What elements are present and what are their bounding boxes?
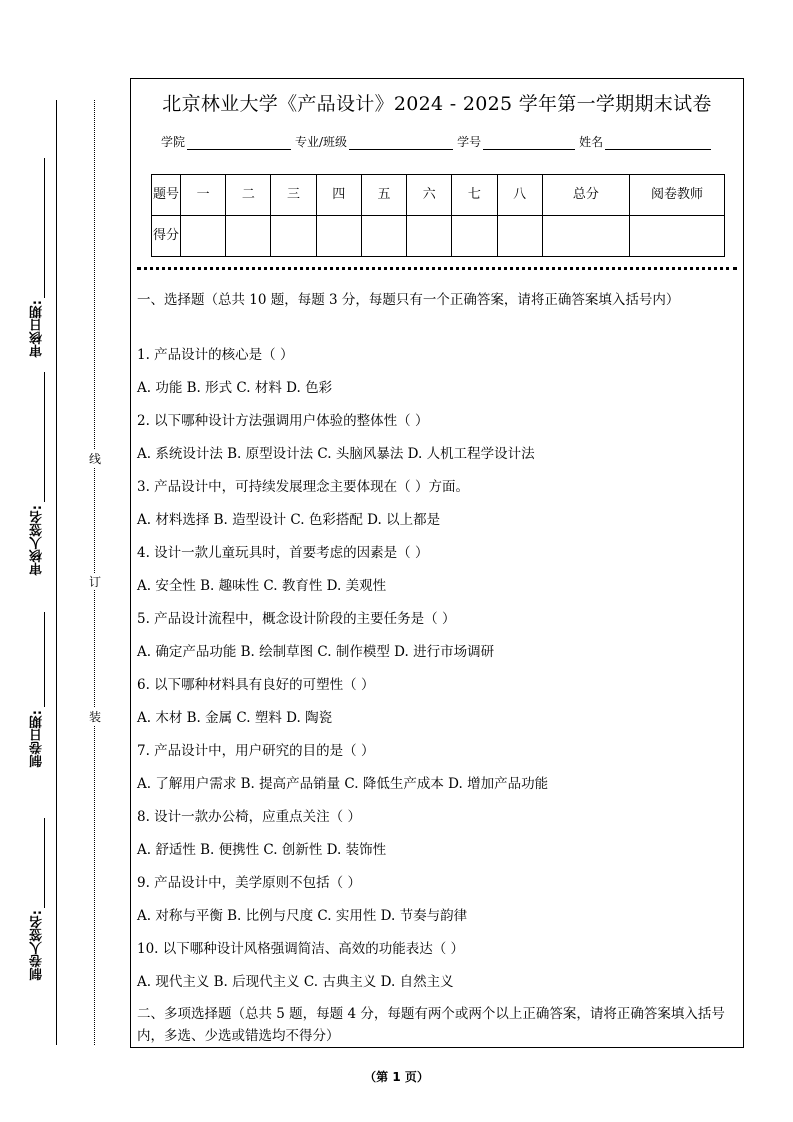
question-5: 5. 产品设计流程中，概念设计阶段的主要任务是（ ） (137, 611, 456, 627)
score-col-3: 三 (271, 175, 316, 216)
options-3: A. 材料选择 B. 造型设计 C. 色彩搭配 D. 以上都是 (137, 512, 441, 528)
options-10: A. 现代主义 B. 后现代主义 C. 古典主义 D. 自然主义 (137, 974, 454, 990)
field-college-input[interactable] (187, 135, 291, 150)
score-col-5: 五 (361, 175, 406, 216)
field-name-label: 姓名 (579, 135, 604, 149)
options-5: A. 确定产品功能 B. 绘制草图 C. 制作模型 D. 进行市场调研 (137, 644, 495, 660)
margin-mark-bind: 订 (89, 575, 102, 589)
score-table-header-row (152, 175, 725, 216)
margin-solid-line (56, 100, 57, 1045)
score-col-grader: 阅卷教师 (630, 175, 725, 216)
score-col-2: 二 (226, 175, 271, 216)
section2-heading: 二、多项选择题（总共 5 题，每题 4 分，每题有两个或两个以上正确答案，请将正确答案填入括号内，多选、少选或错选均不得分） (137, 1006, 725, 1044)
score-col-6: 六 (407, 175, 452, 216)
margin-mark-line: 线 (89, 452, 102, 466)
question-1: 1. 产品设计的核心是（ ） (137, 347, 294, 363)
score-head-label: 题号 (152, 175, 181, 216)
score-col-4: 四 (316, 175, 361, 216)
field-id-label: 学号 (457, 135, 482, 149)
question-8: 8. 设计一款办公椅，应重点关注（ ） (137, 809, 361, 825)
score-row-label: 得分 (152, 216, 181, 257)
margin-mark-seal: 装 (89, 710, 102, 724)
question-7: 7. 产品设计中，用户研究的目的是（ ） (137, 743, 375, 759)
options-7: A. 了解用户需求 B. 提高产品销量 C. 降低生产成本 D. 增加产品功能 (137, 776, 549, 792)
student-info-row (161, 133, 715, 150)
field-name-input[interactable] (605, 135, 711, 150)
score-cell[interactable] (497, 216, 542, 257)
maker-sign-label: 制卷人签名: (30, 910, 45, 981)
score-col-8: 八 (497, 175, 542, 216)
score-cell[interactable] (361, 216, 406, 257)
score-cell[interactable] (407, 216, 452, 257)
score-table-score-row (152, 216, 725, 257)
score-cell[interactable] (542, 216, 629, 257)
question-6: 6. 以下哪种材料具有良好的可塑性（ ） (137, 677, 375, 693)
score-cell[interactable] (316, 216, 361, 257)
exam-frame (130, 78, 744, 1048)
score-col-7: 七 (452, 175, 497, 216)
question-10: 10. 以下哪种设计风格强调简洁、高效的功能表达（ ） (137, 941, 465, 957)
field-major-input[interactable] (349, 135, 453, 150)
question-2: 2. 以下哪种设计方法强调用户体验的整体性（ ） (137, 413, 429, 429)
make-date-line (44, 612, 45, 707)
field-id-input[interactable] (483, 135, 575, 150)
question-3: 3. 产品设计中，可持续发展理念主要体现在（ ）方面。 (137, 479, 469, 495)
score-cell[interactable] (630, 216, 725, 257)
score-cell[interactable] (226, 216, 271, 257)
options-8: A. 舒适性 B. 便携性 C. 创新性 D. 装饰性 (137, 842, 387, 858)
field-college-label: 学院 (161, 135, 186, 149)
dotted-separator (137, 267, 737, 270)
reviewer-sign-line (44, 372, 45, 502)
exam-title: 北京林业大学《产品设计》2024 - 2025 学年第一学期期末试卷 (162, 93, 712, 115)
score-table (151, 174, 725, 257)
page-number: （第 1 页） (364, 1070, 429, 1084)
score-cell[interactable] (271, 216, 316, 257)
score-cell[interactable] (181, 216, 226, 257)
score-cell[interactable] (452, 216, 497, 257)
options-4: A. 安全性 B. 趣味性 C. 教育性 D. 美观性 (137, 578, 387, 594)
question-4: 4. 设计一款儿童玩具时，首要考虑的因素是（ ） (137, 545, 429, 561)
options-1: A. 功能 B. 形式 C. 材料 D. 色彩 (137, 380, 333, 396)
score-col-1: 一 (181, 175, 226, 216)
review-date-line (44, 158, 45, 298)
score-col-total: 总分 (542, 175, 629, 216)
section1-heading: 一、选择题（总共 10 题，每题 3 分，每题只有一个正确答案，请将正确答案填入括号内） (137, 292, 680, 308)
options-9: A. 对称与平衡 B. 比例与尺度 C. 实用性 D. 节奏与韵律 (137, 908, 468, 924)
options-2: A. 系统设计法 B. 原型设计法 C. 头脑风暴法 D. 人机工程学设计法 (137, 446, 535, 462)
make-date-label: 制卷日期: (30, 710, 45, 768)
maker-sign-line (44, 818, 45, 908)
options-6: A. 木材 B. 金属 C. 塑料 D. 陶瓷 (137, 710, 333, 726)
reviewer-sign-label: 审核人签名: (30, 505, 45, 576)
question-9: 9. 产品设计中，美学原则不包括（ ） (137, 875, 361, 891)
review-date-label: 审核日期: (30, 300, 45, 358)
field-major-label: 专业/班级 (295, 135, 348, 149)
